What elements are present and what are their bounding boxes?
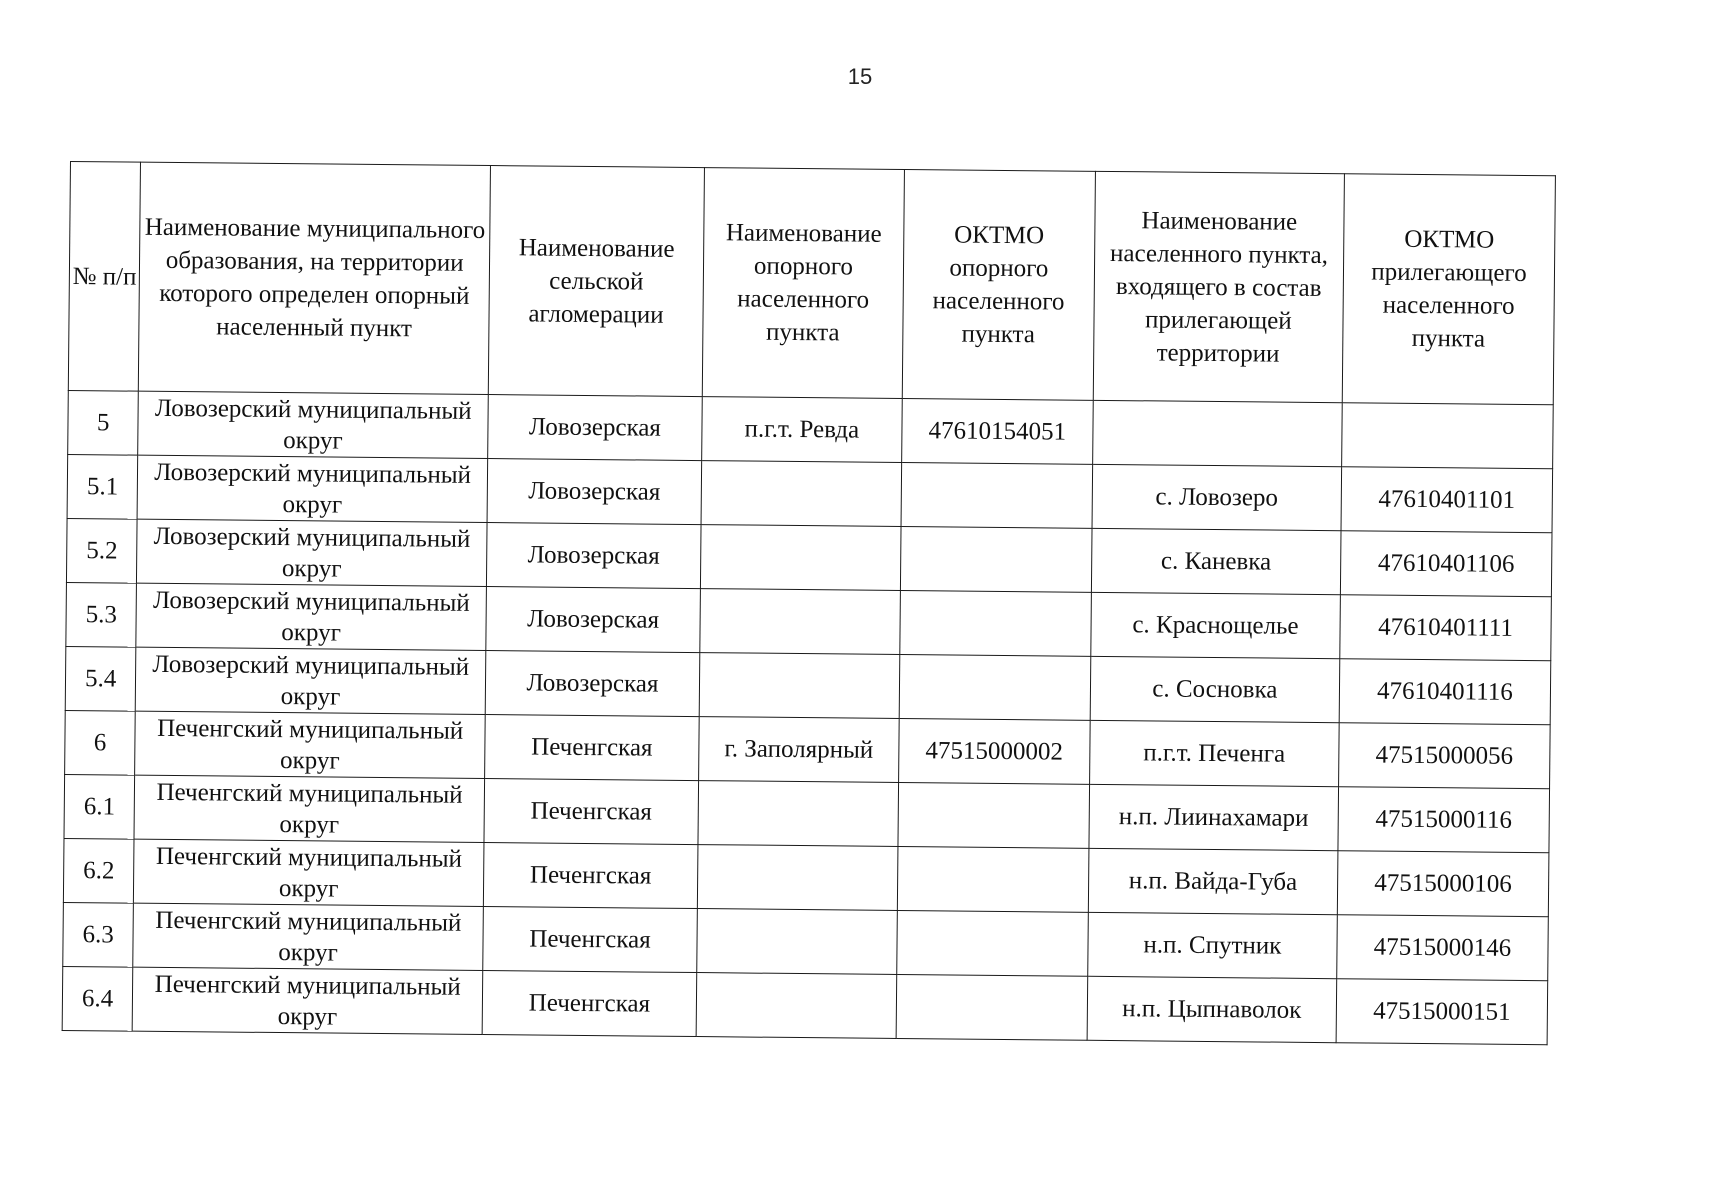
cell-number: 6.4	[62, 966, 133, 1031]
cell-municipality: Ловозерский муниципальный округ	[138, 391, 488, 458]
cell-number: 6	[65, 710, 136, 775]
cell-support-settlement	[698, 781, 899, 847]
cell-number: 6.3	[63, 902, 134, 967]
cell-support-settlement	[700, 589, 901, 655]
cell-municipality: Ловозерский муниципальный округ	[136, 647, 486, 714]
cell-municipality: Ловозерский муниципальный округ	[137, 455, 487, 522]
cell-municipality: Ловозерский муниципальный округ	[136, 583, 486, 650]
cell-agglomeration: Ловозерская	[488, 395, 703, 461]
cell-support-oktmo	[899, 654, 1090, 720]
cell-number: 5.3	[66, 582, 137, 647]
cell-adjacent-oktmo: 47515000056	[1339, 723, 1551, 789]
cell-municipality: Печенгский муниципальный округ	[133, 903, 483, 970]
table-row	[62, 966, 1548, 1044]
cell-adjacent-oktmo: 47610401101	[1341, 467, 1553, 533]
cell-agglomeration: Ловозерская	[485, 651, 700, 717]
cell-adjacent-oktmo: 47515000151	[1336, 979, 1548, 1045]
cell-agglomeration: Печенгская	[484, 779, 699, 845]
cell-municipality: Печенгский муниципальный округ	[134, 839, 484, 906]
cell-agglomeration: Печенгская	[482, 970, 697, 1036]
header-adjacent-settlement: Наименование населенного пункта, входящего в состав прилегающей территории	[1093, 171, 1344, 402]
cell-adjacent-oktmo: 47610401116	[1339, 659, 1551, 725]
cell-number: 6.2	[63, 838, 134, 903]
cell-adjacent-oktmo: 47610401106	[1340, 531, 1552, 597]
cell-support-settlement: г. Заполярный	[699, 717, 900, 783]
cell-support-oktmo	[896, 974, 1087, 1040]
cell-support-settlement	[701, 461, 902, 527]
header-municipality: Наименование муниципального образования, на территории которого определен опорный населенный пункт	[139, 162, 491, 394]
cell-adjacent-oktmo: 47515000106	[1337, 851, 1549, 917]
cell-municipality: Ловозерский муниципальный округ	[137, 519, 487, 586]
cell-support-oktmo	[897, 910, 1088, 976]
cell-adjacent-settlement: н.п. Лиинахамари	[1089, 784, 1339, 850]
cell-adjacent-settlement: с. Краснощелье	[1091, 592, 1341, 658]
cell-agglomeration: Ловозерская	[486, 523, 701, 589]
cell-adjacent-oktmo: 47515000146	[1337, 915, 1549, 981]
cell-adjacent-settlement: п.г.т. Печенга	[1089, 720, 1339, 786]
cell-municipality: Печенгский муниципальный округ	[134, 775, 484, 842]
cell-support-settlement	[696, 973, 897, 1039]
header-number: № п/п	[68, 162, 141, 392]
cell-number: 6.1	[64, 774, 135, 839]
cell-municipality: Печенгский муниципальный округ	[132, 967, 482, 1034]
table-header	[68, 162, 1555, 405]
cell-support-settlement	[699, 653, 900, 719]
cell-agglomeration: Ловозерская	[486, 587, 701, 653]
cell-support-oktmo	[898, 782, 1089, 848]
cell-adjacent-oktmo: 47515000116	[1338, 787, 1550, 853]
cell-support-oktmo: 47515000002	[898, 718, 1089, 784]
settlements-table	[62, 161, 1556, 1045]
cell-support-oktmo	[901, 462, 1092, 528]
cell-support-settlement: п.г.т. Ревда	[702, 397, 903, 463]
cell-support-oktmo	[897, 846, 1088, 912]
cell-agglomeration: Печенгская	[483, 843, 698, 909]
cell-agglomeration: Печенгская	[485, 715, 700, 781]
cell-support-oktmo	[900, 526, 1091, 592]
cell-support-oktmo: 47610154051	[902, 398, 1093, 464]
header-support-settlement: Наименование опорного населенного пункта	[702, 168, 904, 399]
cell-adjacent-settlement: с. Каневка	[1091, 528, 1341, 594]
header-adjacent-oktmo: ОКТМО прилегающего населенного пункта	[1342, 174, 1555, 405]
header-support-oktmo: ОКТМО опорного населенного пункта	[902, 170, 1095, 401]
cell-support-oktmo	[900, 590, 1091, 656]
cell-agglomeration: Ловозерская	[487, 459, 702, 525]
cell-adjacent-oktmo: 47610401111	[1340, 595, 1552, 661]
cell-municipality: Печенгский муниципальный округ	[135, 711, 485, 778]
cell-adjacent-settlement: с. Сосновка	[1090, 656, 1340, 722]
cell-support-settlement	[697, 909, 898, 975]
settlements-table-container	[62, 161, 1556, 1045]
cell-adjacent-settlement: н.п. Цыпнаволок	[1087, 976, 1337, 1042]
cell-number: 5.4	[65, 646, 136, 711]
table-body	[62, 390, 1553, 1044]
cell-number: 5	[68, 390, 139, 455]
cell-agglomeration: Печенгская	[483, 907, 698, 973]
cell-support-settlement	[697, 845, 898, 911]
cell-support-settlement	[700, 525, 901, 591]
cell-adjacent-oktmo	[1342, 403, 1554, 469]
cell-adjacent-settlement: н.п. Вайда-Губа	[1088, 848, 1338, 914]
header-agglomeration: Наименование сельской агломерации	[488, 166, 704, 397]
cell-adjacent-settlement: с. Ловозеро	[1092, 464, 1342, 530]
header-row	[68, 162, 1555, 405]
cell-number: 5.2	[66, 518, 137, 583]
cell-adjacent-settlement	[1092, 400, 1342, 466]
page-number: 15	[847, 64, 873, 89]
cell-number: 5.1	[67, 454, 138, 519]
cell-adjacent-settlement: н.п. Спутник	[1088, 912, 1338, 978]
